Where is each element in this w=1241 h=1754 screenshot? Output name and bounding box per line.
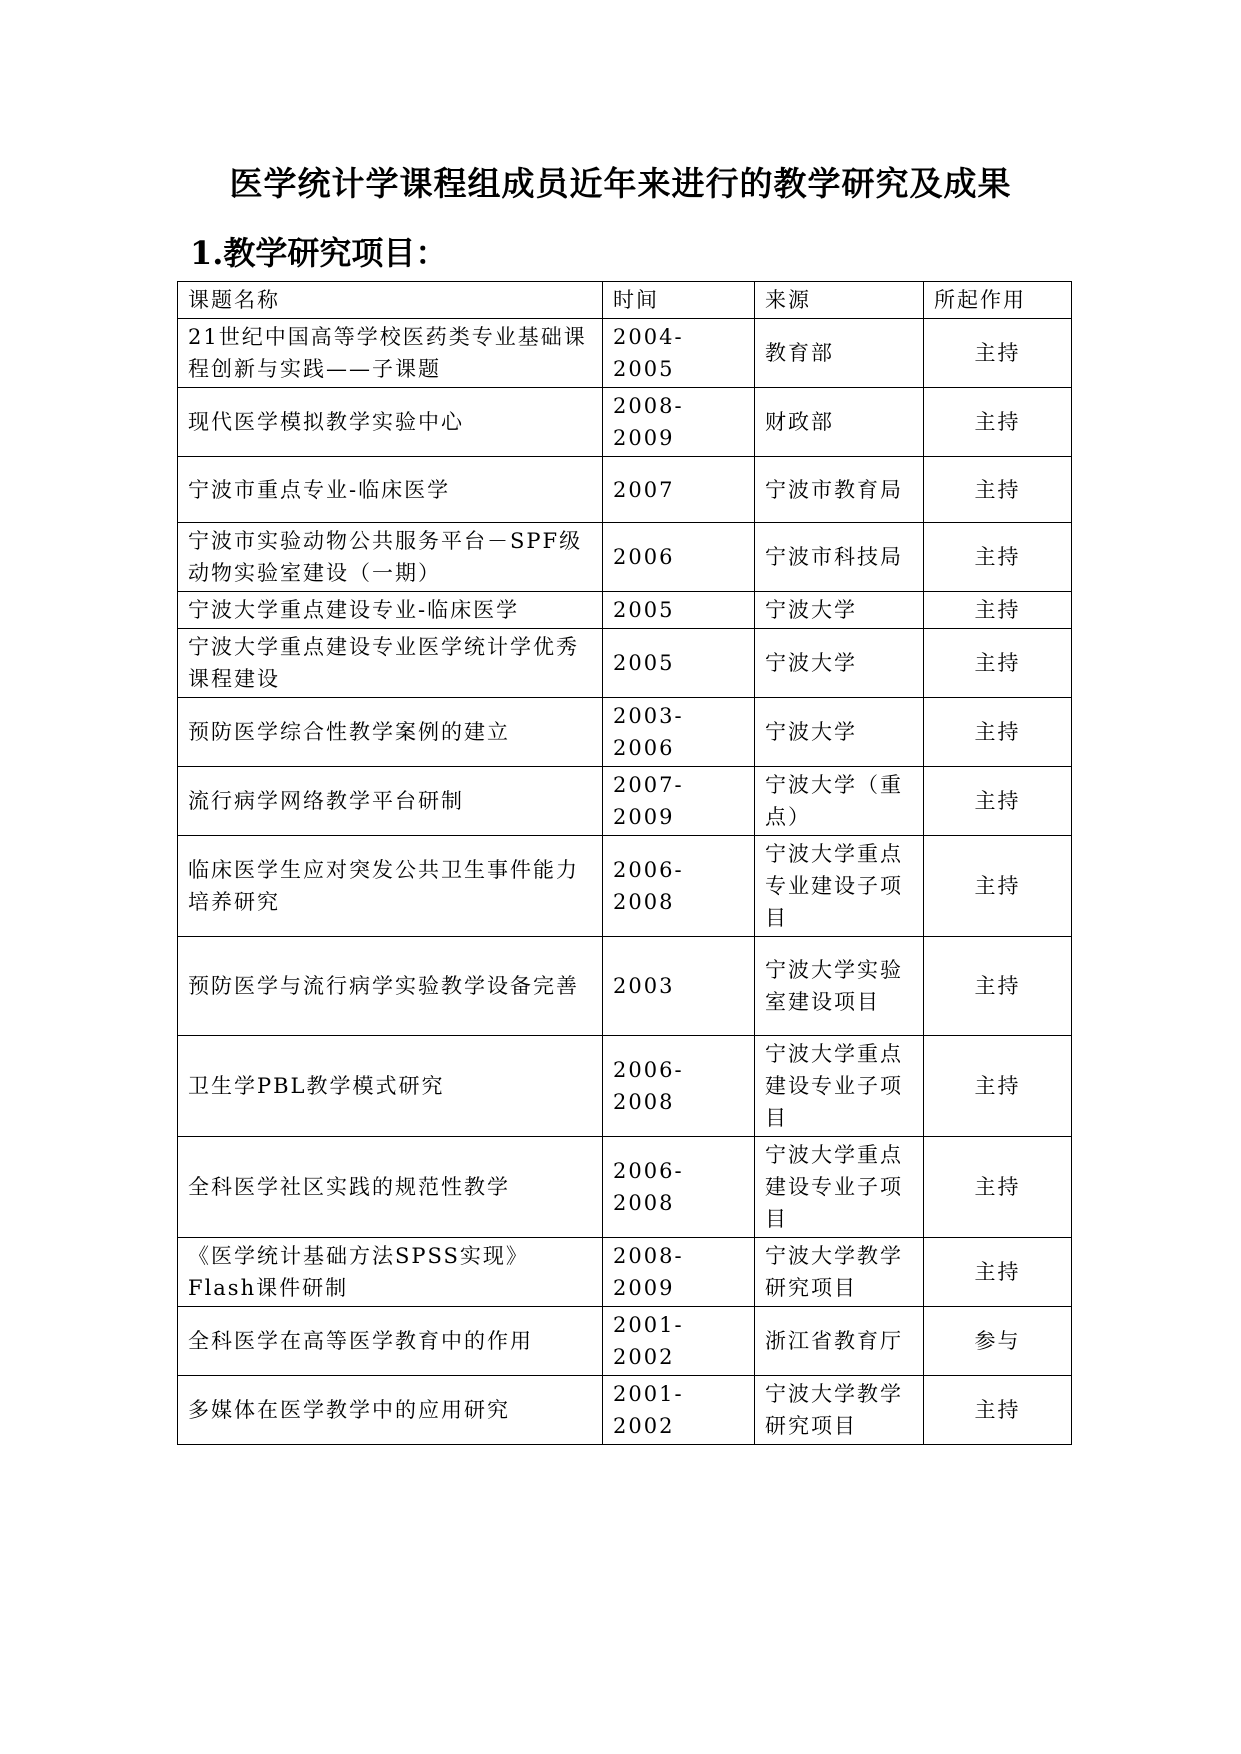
cell-source: 宁波大学	[755, 629, 924, 698]
cell-project-name: 临床医学生应对突发公共卫生事件能力培养研究	[178, 836, 603, 937]
table-body	[178, 319, 1072, 1445]
table-row	[178, 767, 1072, 836]
cell-project-name: 宁波市重点专业-临床医学	[178, 457, 603, 523]
cell-project-name: 多媒体在医学教学中的应用研究	[178, 1376, 603, 1445]
cell-project-name: 全科医学在高等医学教育中的作用	[178, 1307, 603, 1376]
cell-role: 主持	[924, 1238, 1072, 1307]
section-heading: 1.教学研究项目：	[190, 234, 448, 272]
header-source: 来源	[755, 282, 924, 319]
cell-time: 2006-2008	[603, 1036, 755, 1137]
cell-time: 2008-2009	[603, 388, 755, 457]
table-row	[178, 523, 1072, 592]
table-row	[178, 1307, 1072, 1376]
header-role: 所起作用	[924, 282, 1072, 319]
cell-time: 2007-2009	[603, 767, 755, 836]
cell-time: 2001-2002	[603, 1307, 755, 1376]
cell-time: 2007	[603, 457, 755, 523]
cell-role: 主持	[924, 457, 1072, 523]
table-row	[178, 319, 1072, 388]
table-row	[178, 457, 1072, 523]
cell-role: 主持	[924, 388, 1072, 457]
research-projects-table	[177, 281, 1072, 1445]
cell-source: 宁波大学	[755, 698, 924, 767]
table-row	[178, 388, 1072, 457]
cell-role: 主持	[924, 629, 1072, 698]
cell-role: 主持	[924, 836, 1072, 937]
cell-role: 主持	[924, 698, 1072, 767]
table-row	[178, 937, 1072, 1036]
cell-project-name: 卫生学PBL教学模式研究	[178, 1036, 603, 1137]
cell-source: 宁波大学重点建设专业子项目	[755, 1137, 924, 1238]
table-row	[178, 1137, 1072, 1238]
cell-source: 宁波大学重点建设专业子项目	[755, 1036, 924, 1137]
cell-time: 2006-2008	[603, 836, 755, 937]
table-row	[178, 698, 1072, 767]
cell-time: 2006	[603, 523, 755, 592]
cell-role: 主持	[924, 1137, 1072, 1238]
cell-project-name: 宁波市实验动物公共服务平台－SPF级动物实验室建设（一期）	[178, 523, 603, 592]
table-row	[178, 1376, 1072, 1445]
table-row	[178, 836, 1072, 937]
cell-project-name: 宁波大学重点建设专业医学统计学优秀课程建设	[178, 629, 603, 698]
cell-time: 2004-2005	[603, 319, 755, 388]
table-row	[178, 592, 1072, 629]
cell-source: 宁波大学教学研究项目	[755, 1238, 924, 1307]
cell-time: 2008-2009	[603, 1238, 755, 1307]
table-row	[178, 1036, 1072, 1137]
cell-time: 2003	[603, 937, 755, 1036]
cell-project-name: 21世纪中国高等学校医药类专业基础课程创新与实践——子课题	[178, 319, 603, 388]
table-header-row	[178, 282, 1072, 319]
cell-time: 2003-2006	[603, 698, 755, 767]
cell-source: 教育部	[755, 319, 924, 388]
cell-project-name: 预防医学与流行病学实验教学设备完善	[178, 937, 603, 1036]
cell-role: 主持	[924, 937, 1072, 1036]
cell-source: 宁波市教育局	[755, 457, 924, 523]
cell-role: 主持	[924, 1376, 1072, 1445]
cell-role: 主持	[924, 592, 1072, 629]
cell-time: 2001-2002	[603, 1376, 755, 1445]
cell-time: 2006-2008	[603, 1137, 755, 1238]
header-name: 课题名称	[178, 282, 603, 319]
cell-time: 2005	[603, 629, 755, 698]
cell-source: 宁波大学	[755, 592, 924, 629]
cell-source: 宁波市科技局	[755, 523, 924, 592]
cell-source: 宁波大学教学研究项目	[755, 1376, 924, 1445]
cell-project-name: 流行病学网络教学平台研制	[178, 767, 603, 836]
cell-source: 财政部	[755, 388, 924, 457]
cell-source: 宁波大学实验室建设项目	[755, 937, 924, 1036]
cell-source: 宁波大学（重点）	[755, 767, 924, 836]
cell-project-name: 宁波大学重点建设专业-临床医学	[178, 592, 603, 629]
cell-role: 主持	[924, 319, 1072, 388]
document-title: 医学统计学课程组成员近年来进行的教学研究及成果	[229, 164, 1012, 203]
cell-time: 2005	[603, 592, 755, 629]
cell-project-name: 《医学统计基础方法SPSS实现》Flash课件研制	[178, 1238, 603, 1307]
cell-role: 参与	[924, 1307, 1072, 1376]
cell-project-name: 预防医学综合性教学案例的建立	[178, 698, 603, 767]
cell-project-name: 现代医学模拟教学实验中心	[178, 388, 603, 457]
table-row	[178, 1238, 1072, 1307]
header-time: 时间	[603, 282, 755, 319]
cell-role: 主持	[924, 1036, 1072, 1137]
cell-role: 主持	[924, 523, 1072, 592]
cell-source: 浙江省教育厅	[755, 1307, 924, 1376]
cell-project-name: 全科医学社区实践的规范性教学	[178, 1137, 603, 1238]
cell-source: 宁波大学重点专业建设子项目	[755, 836, 924, 937]
cell-role: 主持	[924, 767, 1072, 836]
table-row	[178, 629, 1072, 698]
